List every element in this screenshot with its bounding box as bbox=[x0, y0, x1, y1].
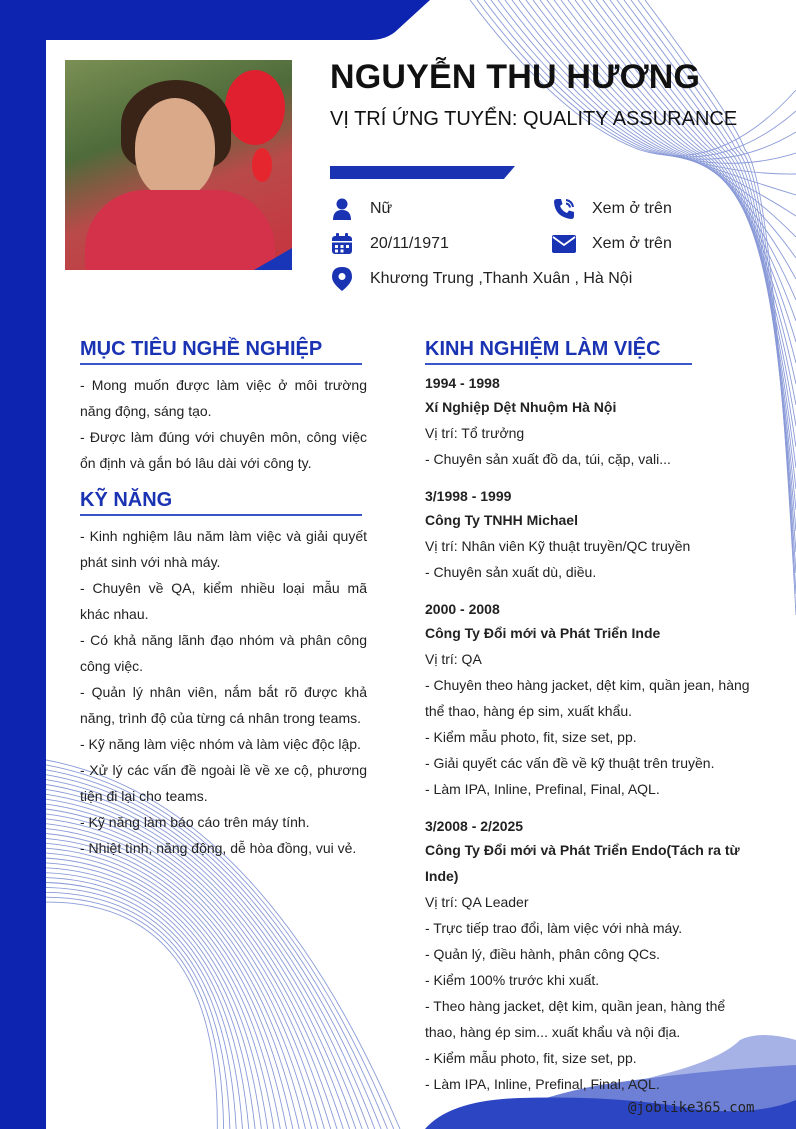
accent-bar bbox=[330, 166, 515, 179]
profile-photo bbox=[65, 60, 292, 270]
skill-item: - Kỹ năng làm việc nhóm và làm việc độc lập. bbox=[80, 736, 361, 752]
address-info bbox=[330, 267, 632, 291]
email-info bbox=[552, 232, 672, 256]
job-company: Xí Nghiệp Dệt Nhuộm Hà Nội bbox=[425, 399, 617, 415]
job-detail: - Trực tiếp trao đổi, làm việc với nhà máy. bbox=[425, 920, 683, 936]
job-period: 1994 - 1998 bbox=[425, 375, 500, 391]
phone-info bbox=[552, 197, 672, 221]
job-entry bbox=[425, 598, 760, 802]
job-entry bbox=[425, 372, 760, 472]
job-detail: - Kiểm 100% trước khi xuất. bbox=[425, 972, 600, 988]
skill-item: - Xử lý các vấn đề ngoài lề về xe cộ, phương tiện đi lại cho teams. bbox=[80, 762, 367, 804]
watermark-text: @joblike365.com bbox=[628, 1100, 755, 1116]
job-detail: - Kiểm mẫu photo, fit, size set, pp. bbox=[425, 729, 637, 745]
lantern-decoration bbox=[225, 70, 285, 145]
job-role: Vị trí: QA bbox=[425, 651, 482, 667]
job-detail: - Theo hàng jacket, dệt kim, quần jean, hàng thể thao, hàng ép sim... xuất khẩu và nội địa. bbox=[425, 998, 726, 1040]
photo-face bbox=[135, 98, 215, 198]
envelope-icon bbox=[552, 232, 576, 256]
objective-heading: MỤC TIÊU NGHỀ NGHIỆP bbox=[80, 338, 362, 365]
job-entry bbox=[425, 815, 760, 1097]
gender-info bbox=[330, 197, 392, 221]
skill-item: - Chuyên về QA, kiểm nhiều loại mẫu mã khác nhau. bbox=[80, 580, 367, 622]
skill-item: - Kỹ năng làm báo cáo trên máy tính. bbox=[80, 814, 310, 830]
skills-heading: KỸ NĂNG bbox=[80, 489, 362, 516]
job-period: 2000 - 2008 bbox=[425, 601, 500, 617]
location-pin-icon bbox=[330, 267, 354, 291]
job-detail: - Quản lý, điều hành, phân công QCs. bbox=[425, 946, 661, 962]
birthdate-value: 20/11/1971 bbox=[370, 235, 449, 252]
decor-curve bbox=[46, 887, 236, 1129]
skill-item: - Quản lý nhân viên, nắm bắt rõ được khả năng, trình độ của từng cá nhân trong teams. bbox=[80, 684, 367, 726]
job-detail: - Chuyên sản xuất dù, diều. bbox=[425, 564, 597, 580]
job-role: Vị trí: Tổ trưởng bbox=[425, 425, 525, 441]
job-detail: - Chuyên theo hàng jacket, dệt kim, quần jean, hàng thể thao, hàng ép sim, xuất khẩu. bbox=[425, 677, 750, 719]
job-detail: - Kiểm mẫu photo, fit, size set, pp. bbox=[425, 1050, 637, 1066]
job-company: Công Ty Đổi mới và Phát Triển Endo(Tách ra từ Inde) bbox=[425, 842, 740, 884]
gender-value: Nữ bbox=[370, 200, 393, 217]
skill-item: - Nhiệt tình, năng động, dễ hòa đồng, vui vẻ. bbox=[80, 840, 357, 856]
objective-item: - Mong muốn được làm việc ở môi trường năng động, sáng tạo. bbox=[80, 377, 367, 419]
photo-body bbox=[85, 190, 275, 270]
skill-item: - Kinh nghiệm lâu năm làm việc và giải quyết phát sinh với nhà máy. bbox=[80, 528, 367, 570]
person-icon bbox=[330, 197, 354, 221]
candidate-name: NGUYỄN THU HƯƠNG bbox=[330, 58, 701, 96]
email-value: Xem ở trên bbox=[592, 235, 672, 252]
job-company: Công Ty TNHH Michael bbox=[425, 512, 578, 528]
decor-curve bbox=[46, 897, 224, 1129]
decor-curve bbox=[46, 873, 255, 1129]
decor-curve bbox=[46, 853, 280, 1129]
job-role: Vị trí: Nhân viên Kỹ thuật truyền/QC truyền bbox=[425, 538, 691, 554]
objective-item: - Được làm đúng với chuyên môn, công việc ổn định và gắn bó lâu dài với công ty. bbox=[80, 429, 367, 471]
decor-curve bbox=[46, 878, 249, 1129]
job-period: 3/2008 - 2/2025 bbox=[425, 818, 524, 834]
job-period: 3/1998 - 1999 bbox=[425, 488, 512, 504]
birthdate-info bbox=[330, 232, 449, 256]
lantern-small-decoration bbox=[252, 148, 272, 182]
phone-icon bbox=[552, 197, 576, 221]
applied-position: VỊ TRÍ ỨNG TUYỂN: QUALITY ASSURANCE bbox=[330, 108, 738, 130]
decor-curve bbox=[46, 902, 217, 1129]
job-entry bbox=[425, 485, 760, 585]
decor-curve bbox=[46, 829, 312, 1129]
skills-list bbox=[80, 523, 367, 861]
job-detail: - Làm IPA, Inline, Prefinal, Final, AQL. bbox=[425, 1076, 660, 1092]
job-company: Công Ty Đổi mới và Phát Triển Inde bbox=[425, 625, 661, 641]
calendar-icon bbox=[330, 232, 354, 256]
job-role: Vị trí: QA Leader bbox=[425, 894, 529, 910]
skill-item: - Có khả năng lãnh đạo nhóm và phân công công việc. bbox=[80, 632, 367, 674]
experience-heading: KINH NGHIỆM LÀM VIỆC bbox=[425, 338, 692, 365]
phone-value: Xem ở trên bbox=[592, 200, 672, 217]
job-detail: - Giải quyết các vấn đề về kỹ thuật trên truyền. bbox=[425, 755, 715, 771]
job-detail: - Chuyên sản xuất đồ da, túi, cặp, vali... bbox=[425, 451, 671, 467]
job-detail: - Làm IPA, Inline, Prefinal, Final, AQL. bbox=[425, 781, 660, 797]
objective-list bbox=[80, 372, 367, 476]
address-value: Khương Trung ,Thanh Xuân , Hà Nội bbox=[370, 270, 633, 287]
